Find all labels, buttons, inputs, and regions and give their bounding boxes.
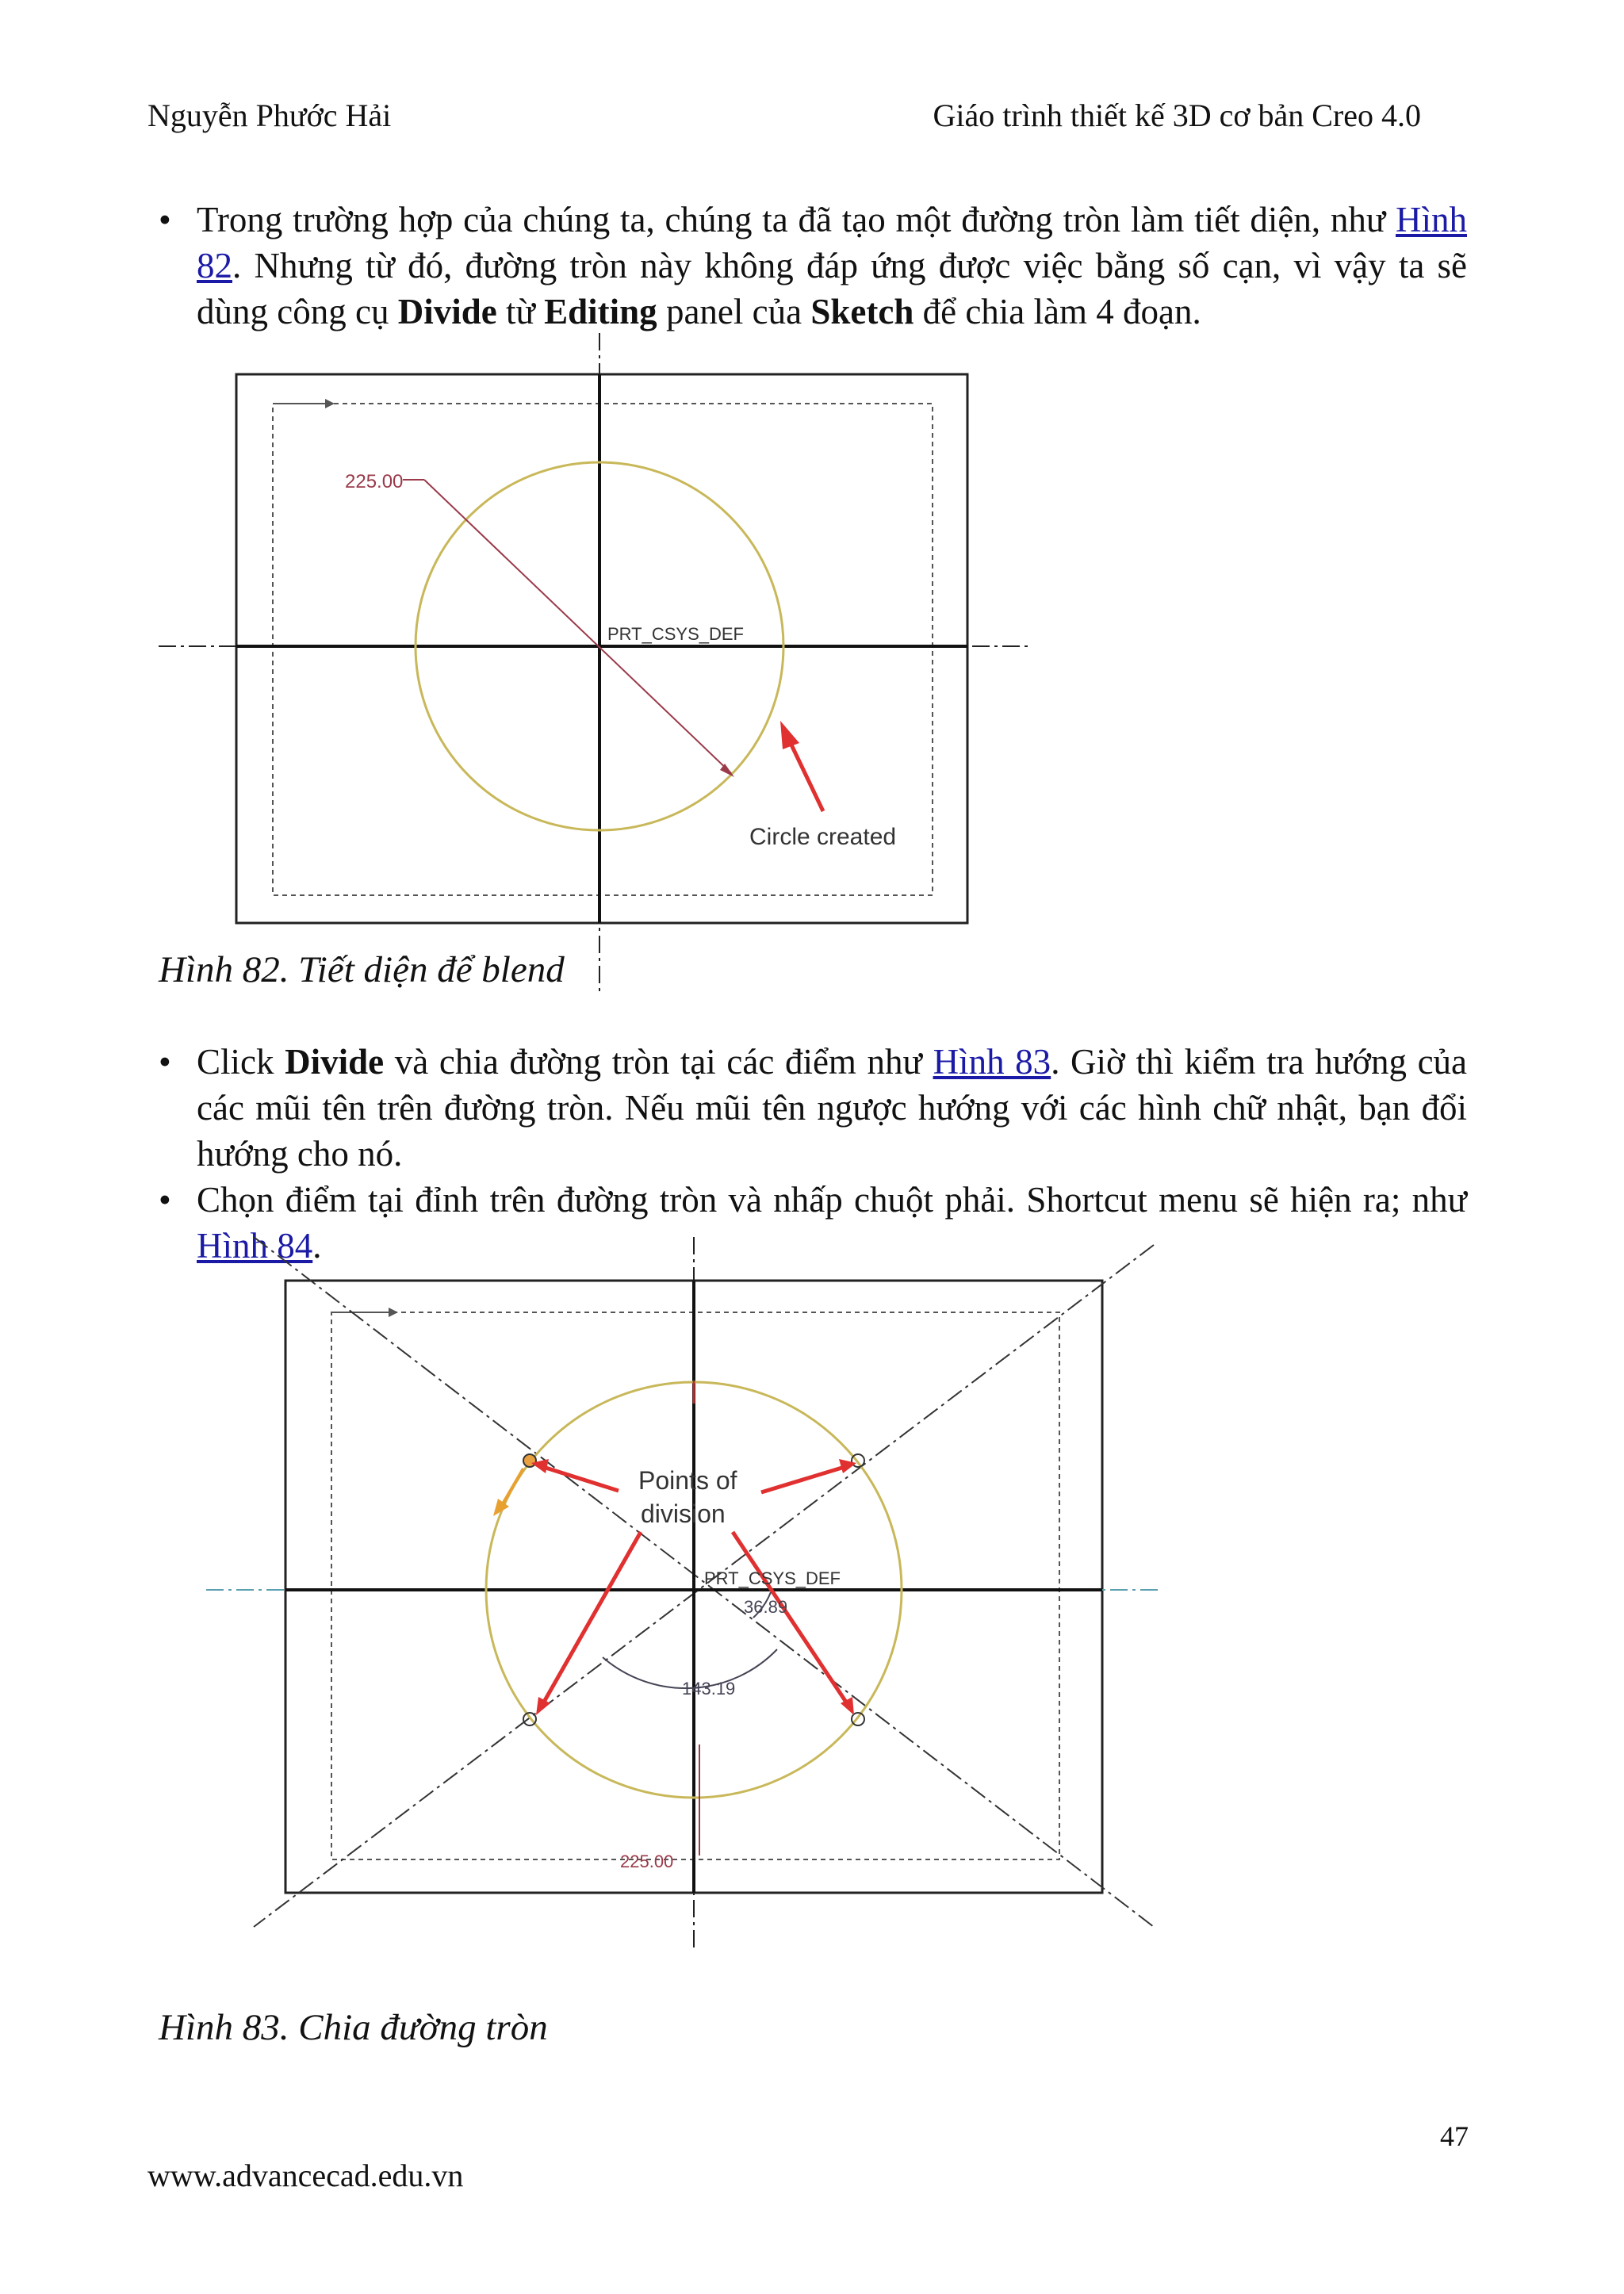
figure-83-caption: Hình 83. Chia đường tròn: [159, 2007, 548, 2048]
paragraph-2: [159, 1039, 1467, 1177]
angle-dimension-1: 36.89: [744, 1597, 788, 1617]
csys-label: PRT_CSYS_DEF: [704, 1568, 841, 1588]
bullet: •: [159, 1180, 171, 1220]
circle-created-label: Circle created: [749, 824, 897, 850]
arrow-head-icon: [325, 399, 335, 408]
orange-direction-line: [501, 1469, 523, 1507]
text: Click: [197, 1042, 285, 1082]
link-hinh-84[interactable]: Hình 84: [197, 1226, 313, 1266]
annotation-arrow-icon: [536, 1697, 550, 1715]
text: . Giờ thì kiểm tra hướng của các mũi tên trên đường tròn. Nếu mũi tên ngược hướng với các hình chữ nhật, bạn đổi hướng cho nó.: [197, 1042, 1468, 1174]
page-number: 47: [1440, 2120, 1469, 2152]
text: . Nhưng từ đó, đường tròn này không đáp ứng được việc bằng số cạn, vì vậy ta sẽ dùng công cụ: [197, 246, 1467, 331]
annotation-arrow-line: [789, 740, 823, 811]
bold-sketch: Sketch: [810, 292, 914, 331]
bold-editing: Editing: [544, 292, 657, 331]
points-of-division-label-2: division: [641, 1499, 726, 1528]
annotation-arrow-icon: [780, 721, 799, 749]
footer-website: www.advancecad.edu.vn: [147, 2158, 464, 2193]
header-title: Giáo trình thiết kế 3D cơ bản Creo 4.0: [933, 98, 1421, 133]
text: từ: [496, 292, 545, 331]
figure-82-caption: Hình 82. Tiết diện để blend: [159, 949, 565, 990]
text: Chọn điểm tại đỉnh trên đường tròn và nhấp chuột phải. Shortcut menu sẽ hiện ra; như: [197, 1180, 1467, 1220]
text: .: [312, 1226, 322, 1266]
bold-divide: Divide: [285, 1042, 385, 1082]
bullet: •: [159, 200, 171, 239]
header-author: Nguyễn Phước Hải: [147, 98, 392, 133]
bullet: •: [159, 1042, 171, 1082]
text: Trong trường hợp của chúng ta, chúng ta đã tạo một đường tròn làm tiết diện, như: [197, 200, 1396, 239]
angle-dimension-2: 143.19: [682, 1679, 736, 1698]
text: và chia đường tròn tại các điểm như: [384, 1042, 933, 1082]
points-of-division-label-1: Points of: [638, 1466, 737, 1495]
figure-82-sketch: [159, 329, 1039, 995]
bottom-dimension: 225.00: [620, 1852, 674, 1871]
link-hinh-83[interactable]: Hình 83: [933, 1042, 1051, 1082]
link-hinh-82[interactable]: Hình 82: [197, 200, 1467, 285]
text: để chia làm 4 đoạn.: [914, 292, 1201, 331]
bold-divide: Divide: [397, 292, 497, 331]
text: panel của: [657, 292, 811, 331]
annotation-arrow-line: [543, 1467, 619, 1491]
arrow-head-icon: [389, 1308, 398, 1317]
csys-label: PRT_CSYS_DEF: [607, 624, 744, 644]
radius-dimension: 225.00: [345, 471, 404, 492]
figure-83-sketch: [206, 1237, 1158, 1951]
paragraph-1: [159, 197, 1467, 335]
annotation-arrow-line: [543, 1532, 641, 1703]
